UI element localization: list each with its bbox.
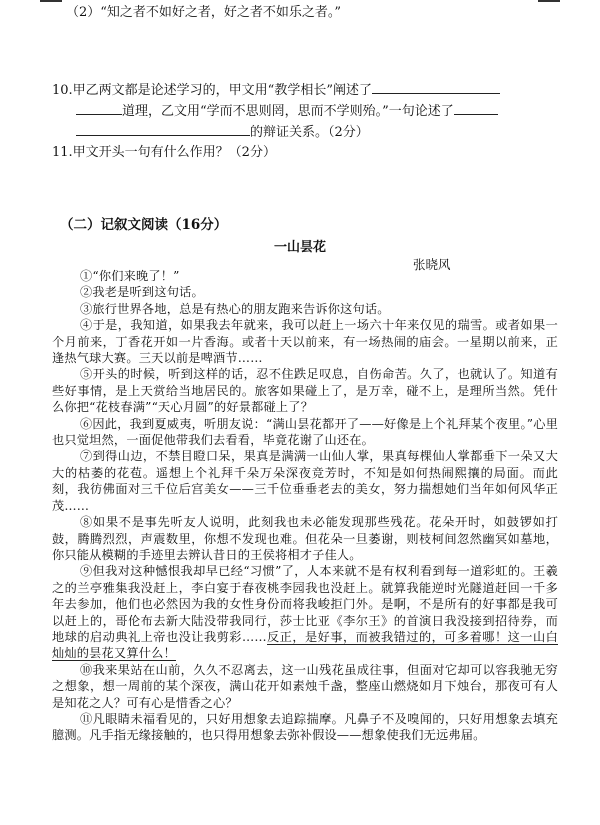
- answer-blank-2b[interactable]: [76, 122, 250, 136]
- article-body: [52, 268, 558, 744]
- question-10-text-1: 10.甲乙两文都是论述学习的，甲文用“教学相长”阐述了: [52, 83, 372, 98]
- paragraph-9: [52, 563, 558, 661]
- answer-blank-1b[interactable]: [76, 101, 122, 115]
- paragraph-1: ①“你们来晚了！”: [80, 269, 180, 283]
- question-10-text-2: 道理，乙文用“学而不思则罔，思而不学则殆。”一句论述了: [122, 104, 454, 119]
- answer-blank-2a[interactable]: [454, 101, 498, 115]
- paragraph-8: ⑧如果不是事先听友人说明，此刻我也未必能发现那些残花。花朵开时，如鼓锣如打鼓，腾腾烈烈，声震数里，你想不发现也难。但花朵一旦萎谢，则枝柯间忽然幽冥如墓地，你只能从模糊的手迹里去辨认昔日的王侯将相才子佳人。: [52, 515, 558, 562]
- top-rule-right: [538, 0, 560, 2]
- paragraph-4: ④于是，我知道，如果我去年就来，我可以赶上一场六十年来仅见的瑞雪。或者如果一个月前来，丁香花开如一片香海。或者十天以前来，有一场热闹的庙会。一星期以前来，正逢热气球大赛。三天以前是啤酒节……: [52, 318, 558, 366]
- item-2-line: （2）“知之者不如好之者，好之者不如乐之者。”: [66, 5, 342, 20]
- paragraph-9-text: ⑨但我对这种憾恨我却早已经“习惯”了，人本来就不是有权利看到每一道彩虹的。王羲之的兰亭雅集我没赶上，李白宴于春夜桃李园我也没赶上。就算我能逆时光隧道赶回一千多年去参加，他们也必然因为我的女性身份而将我峻拒门外。是啊，不是所有的好事都是我可以赶上的，哥伦布去新大陆没带我同行，莎士比亚《李尔王》的首演日我没接到招待券，而地球的启动典礼上帝也没让我剪彩……: [52, 564, 558, 644]
- article-author: 张晓风: [413, 257, 451, 272]
- question-11: 11.甲文开头一句有什么作用？（2分）: [52, 145, 276, 160]
- top-rule-left: [40, 0, 62, 2]
- question-10-line-3: [76, 122, 560, 143]
- question-10-line-2: [76, 101, 560, 122]
- paragraph-6: ⑥因此，我到夏威夷，听朋友说：“满山昙花都开了——好像是上个礼拜某个夜里。”心里也只觉坦然，一面促他带我们去看看，毕竟花谢了山还在。: [52, 416, 558, 448]
- answer-blank-1a[interactable]: [372, 80, 500, 94]
- paragraph-7: ⑦到得山边，不禁目瞪口呆，果真是满满一山仙人掌，果真每棵仙人掌都垂下一朵又大大的枯萎的花苞。遥想上个礼拜千朵万朵深夜竞芳时，不知是如何热闹熙攘的局面。而此刻，我彷佛面对三千位后宫美女——三千位垂垂老去的美女，努力揣想她们当年如何风华正茂……: [52, 449, 558, 513]
- underlined-sentence: 反正，是好事，而被我错过的，可多着哪！这一山白灿灿的昙花又算什么！: [52, 629, 558, 661]
- article-title: 一山昙花: [273, 240, 326, 255]
- paragraph-2: ②我老是听到这句话。: [80, 285, 204, 300]
- paragraph-11: ⑪凡眼睛未福看见的，只好用想象去追踪揣摩。凡鼻子不及嗅闻的，只好用想象去填充臆测。凡手指无缘接触的，也只得用想象去弥补假设——想象使我们无远弗届。: [52, 711, 558, 743]
- question-10-line-1: [52, 80, 560, 101]
- section-heading: （二）记叙文阅读（16分）: [60, 217, 228, 233]
- paragraph-10: ⑩我来果站在山前，久久不忍离去，这一山残花虽成往事，但面对它却可以容我驰无穷之想象，想一周前的某个深夜，满山花开如素烛千盏，整座山燃烧如月下烛台，那夜可有人是知花之人？可有心是惜香之心？: [52, 662, 558, 710]
- question-10-text-3: 的辩证关系。（2分）: [250, 125, 369, 140]
- paragraph-3: ③旅行世界各地，总是有热心的朋友跑来告诉你这句话。: [80, 301, 390, 316]
- paragraph-5: ⑤开头的时候，听到这样的话，忍不住跌足叹息，自伤命苦。久了，也就认了。知道有些好事情，是上天赏给当地居民的。旅客如果碰上了，是万幸，碰不上，是理所当然。凭什么你把“花枝春满”“天心月圆”的好景都碰上了？: [52, 367, 558, 415]
